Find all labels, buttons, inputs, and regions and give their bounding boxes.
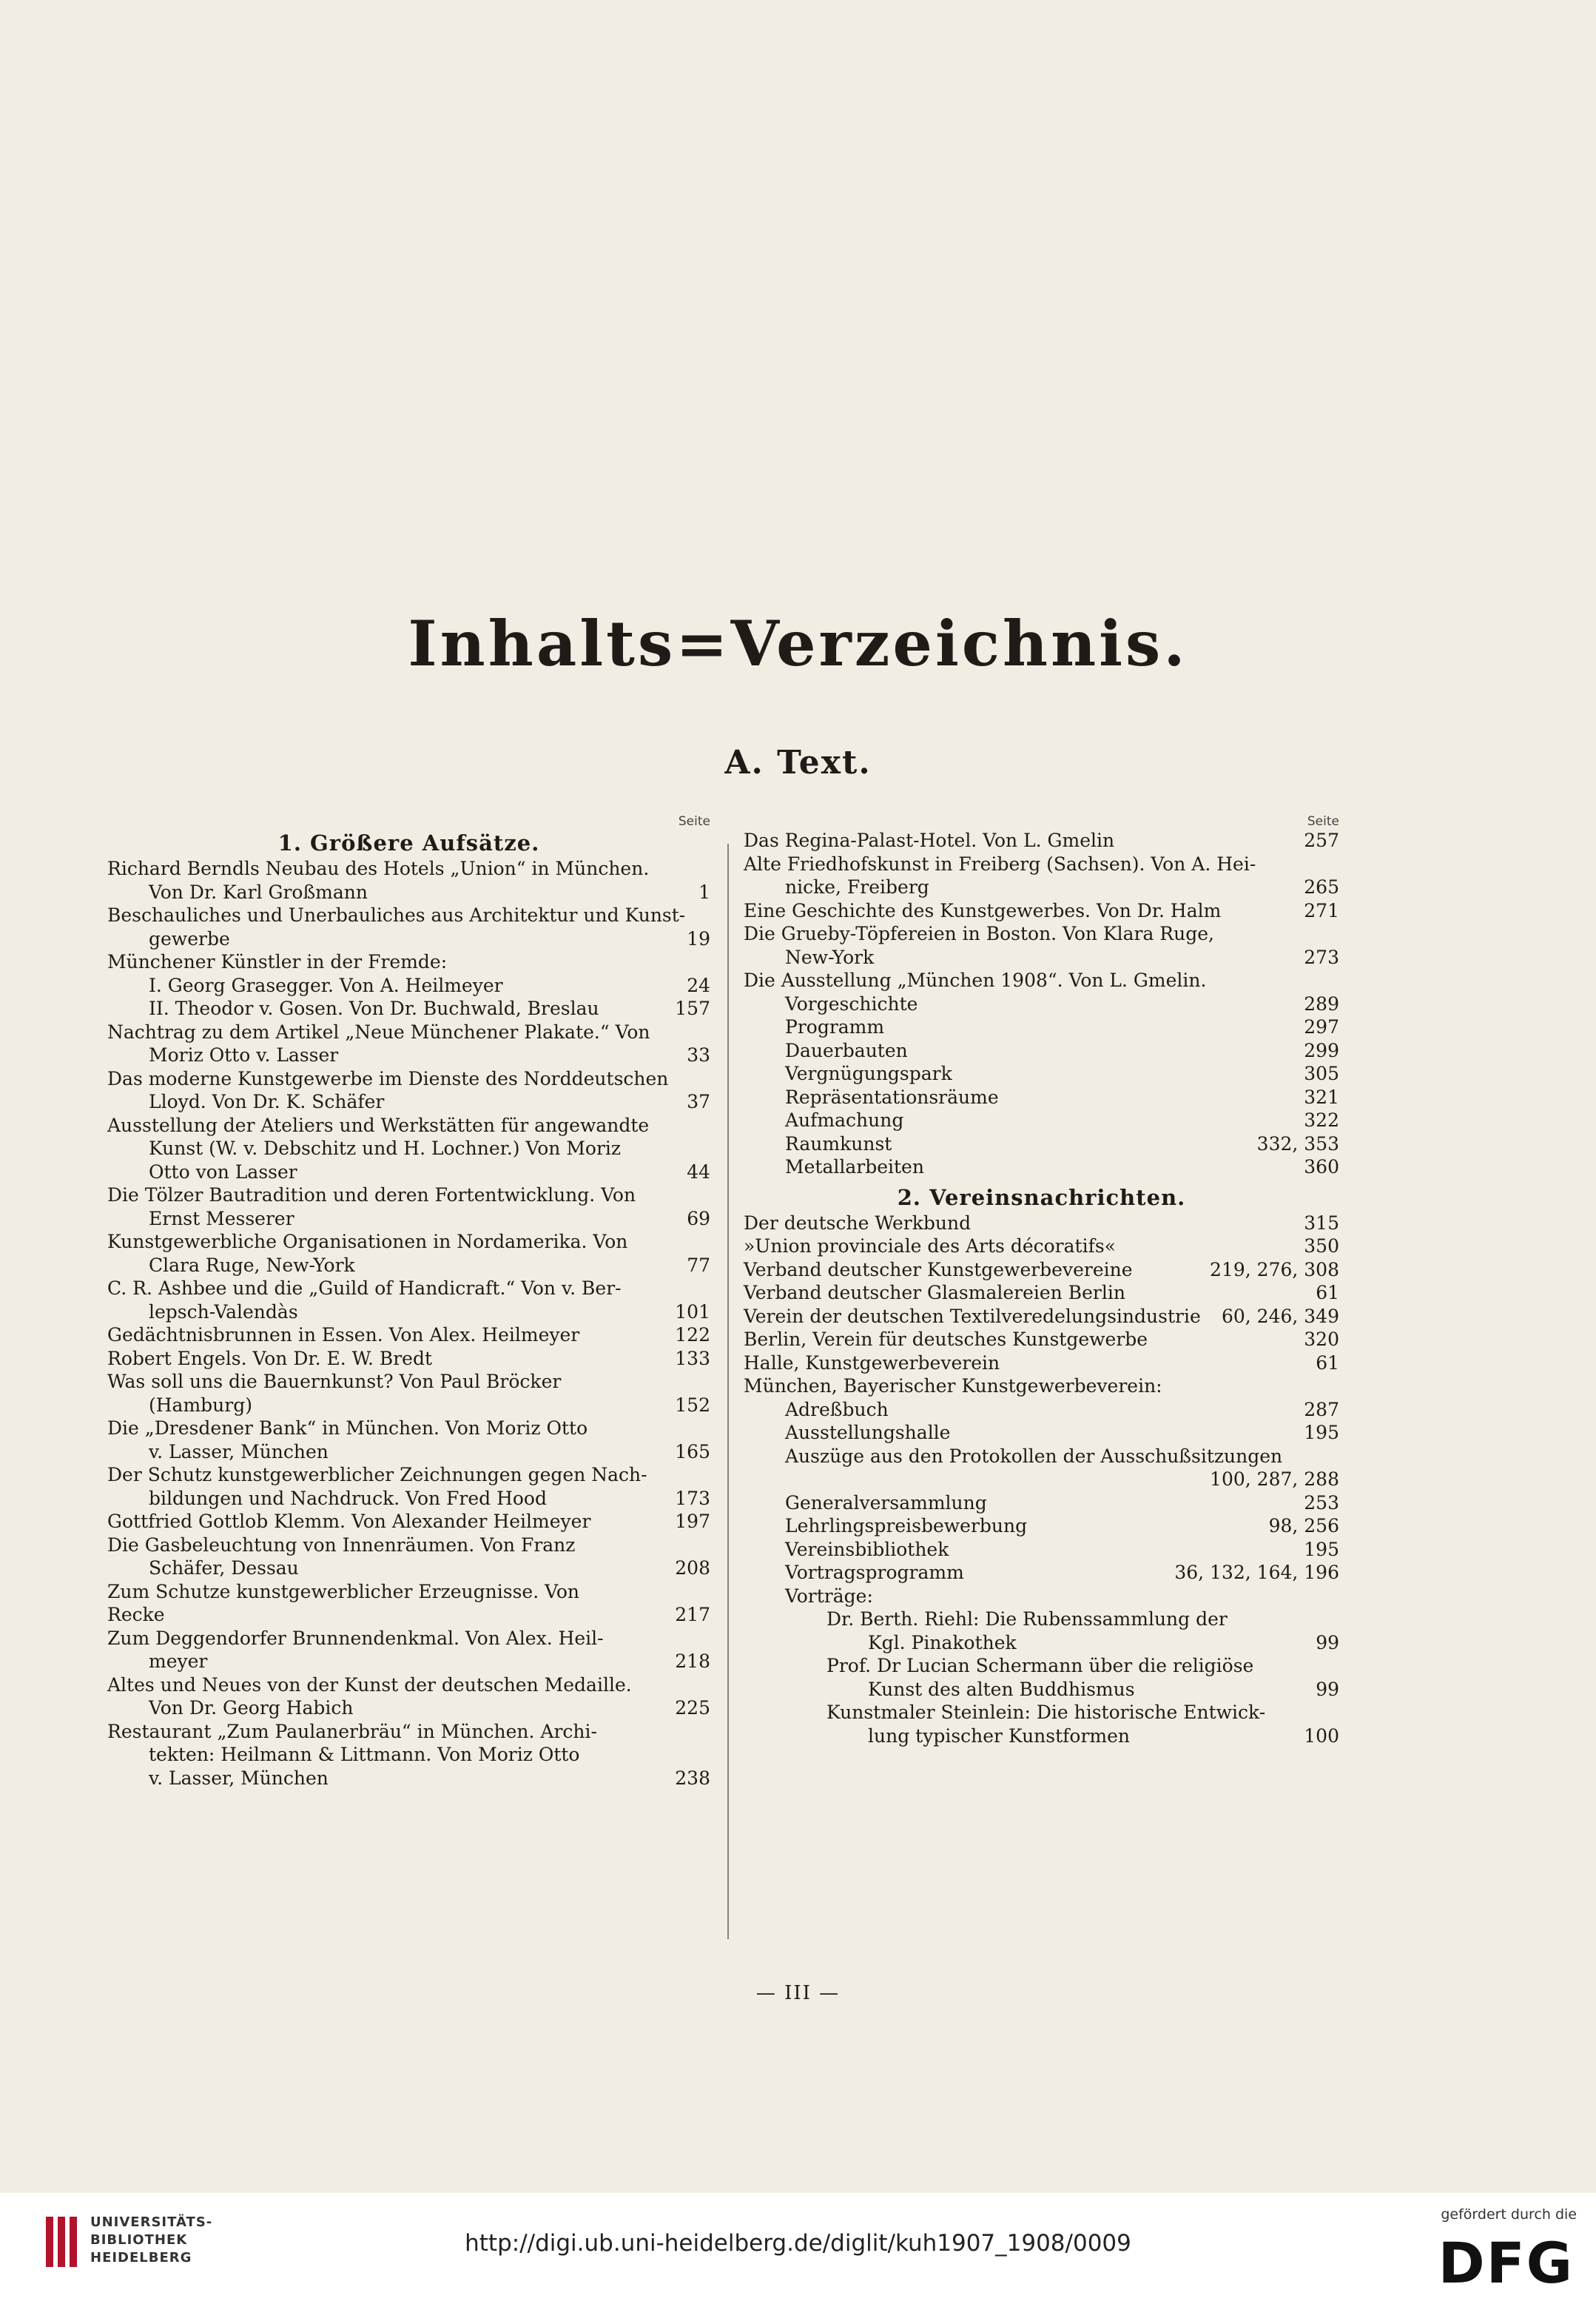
entry-page: 33 — [682, 1044, 710, 1067]
toc-entry — [744, 1109, 1339, 1132]
entry-page: 133 — [670, 1347, 710, 1371]
entry-title: Vergnügungspark — [785, 1063, 952, 1084]
entry-title: lepsch-Valendàs — [149, 1300, 298, 1323]
entry-page: 322 — [1299, 1109, 1339, 1132]
entry-title: Dauerbauten — [785, 1039, 908, 1061]
column-divider — [727, 844, 729, 1939]
toc-entry — [744, 1015, 1339, 1039]
entry-page: 99 — [1311, 1631, 1339, 1655]
entry-title: Repräsentationsräume — [785, 1086, 999, 1108]
entry-page: 100 — [1299, 1724, 1339, 1748]
page-title: Inhalts=Verzeichnis. — [408, 607, 1188, 680]
entry-title: Lehrlingspreisbewerbung — [785, 1515, 1028, 1536]
toc-entry — [744, 1514, 1339, 1538]
entry-title: Prof. Dr Lucian Schermann über die religiöse — [826, 1655, 1254, 1676]
entry-title: Alte Friedhofskunst in Freiberg (Sachsen). Von A. Hei- — [744, 853, 1256, 875]
entry-title: Moriz Otto v. Lasser — [149, 1044, 339, 1066]
toc-entry — [107, 1487, 710, 1511]
entry-title: Der Schutz kunstgewerblicher Zeichnungen gegen Nach- — [107, 1464, 647, 1485]
toc-entry — [107, 1230, 710, 1254]
entry-page: 217 — [670, 1603, 710, 1627]
entry-title: Otto von Lasser — [149, 1161, 297, 1183]
entry-page: 208 — [670, 1556, 710, 1580]
toc-entry — [107, 1510, 710, 1534]
toc-entry — [107, 1090, 710, 1114]
toc-entry — [744, 876, 1339, 899]
entry-page: 197 — [670, 1510, 710, 1534]
entry-page: 36, 132, 164, 196 — [1170, 1561, 1339, 1585]
entry-title: v. Lasser, München — [149, 1440, 329, 1462]
entry-title: Verein der deutschen Textilveredelungsindustrie — [744, 1305, 1201, 1327]
toc-list — [107, 857, 710, 1790]
toc-list — [744, 1212, 1339, 1748]
entry-title: Clara Ruge, New-York — [149, 1254, 355, 1276]
toc-entry — [744, 1561, 1339, 1585]
entry-title: Altes und Neues von der Kunst der deutschen Medaille. — [107, 1673, 632, 1696]
toc-entry — [107, 1696, 710, 1720]
entry-title: »Union provinciale des Arts décoratifs« — [744, 1235, 1116, 1257]
entry-page: 305 — [1299, 1062, 1339, 1086]
section-heading-aufsaetze: 1. Größere Aufsätze. — [277, 830, 540, 856]
entry-title: Beschauliches und Unerbauliches aus Architektur und Kunst- — [107, 904, 686, 926]
entry-title: Restaurant „Zum Paulanerbräu“ in München. Archi- — [107, 1720, 597, 1742]
toc-entry — [107, 1044, 710, 1067]
toc-entry — [744, 993, 1339, 1016]
entry-page: 69 — [682, 1207, 710, 1231]
toc-entry — [744, 1421, 1339, 1445]
entry-page: 289 — [1299, 993, 1339, 1016]
toc-entry — [107, 1207, 710, 1231]
entry-title: Programm — [785, 1016, 885, 1038]
entry-title: Vorgeschichte — [785, 993, 918, 1015]
entry-title: Metallarbeiten — [785, 1156, 924, 1178]
toc-entry — [107, 1650, 710, 1673]
entry-title: Dr. Berth. Riehl: Die Rubenssammlung der — [826, 1608, 1228, 1630]
entry-page: 100, 287, 288 — [1205, 1468, 1339, 1491]
toc-entry — [744, 1305, 1339, 1329]
entry-title: Verband deutscher Kunstgewerbevereine — [744, 1258, 1133, 1280]
toc-entry — [107, 1137, 710, 1161]
entry-title: Gedächtnisbrunnen in Essen. Von Alex. Heilmeyer — [107, 1324, 580, 1346]
entry-page: 24 — [682, 974, 710, 998]
dfg-logo: DFG — [1438, 2230, 1574, 2296]
toc-entry — [107, 1254, 710, 1277]
entry-page: 60, 246, 349 — [1217, 1305, 1339, 1329]
toc-entry — [744, 853, 1339, 876]
entry-page: 44 — [682, 1161, 710, 1184]
toc-entry — [107, 904, 710, 927]
toc-entry — [107, 1627, 710, 1650]
toc-entry — [744, 1132, 1339, 1156]
toc-entry — [107, 974, 710, 998]
entry-page: 320 — [1299, 1328, 1339, 1351]
toc-entry — [107, 950, 710, 974]
library-name: UNIVERSITÄTS- BIBLIOTHEK HEIDELBERG — [90, 2214, 213, 2266]
toc-entry — [744, 922, 1339, 946]
entry-page: 101 — [670, 1300, 710, 1324]
entry-page: 238 — [670, 1767, 710, 1790]
toc-entry — [107, 1370, 710, 1394]
entry-title: New-York — [785, 946, 875, 968]
toc-entry — [744, 1281, 1339, 1305]
entry-title: Was soll uns die Bauernkunst? Von Paul Bröcker — [107, 1371, 562, 1392]
entry-page: 299 — [1299, 1039, 1339, 1063]
entry-title: Die Gasbeleuchtung von Innenräumen. Von Franz — [107, 1534, 576, 1556]
toc-entry — [744, 1328, 1339, 1351]
toc-entry — [744, 1678, 1339, 1702]
entry-page: 225 — [670, 1696, 710, 1720]
entry-page: 219, 276, 308 — [1205, 1258, 1339, 1282]
toc-entry — [107, 927, 710, 951]
toc-entry — [744, 1631, 1339, 1655]
entry-page: 152 — [670, 1394, 710, 1417]
toc-entry — [107, 1323, 710, 1347]
entry-title: Robert Engels. Von Dr. E. W. Bredt — [107, 1347, 433, 1369]
entry-title: Generalversammlung — [785, 1491, 987, 1514]
entry-title: Kunstgewerbliche Organisationen in Nordamerika. Von — [107, 1231, 628, 1252]
entry-title: Das Regina-Palast-Hotel. Von L. Gmelin — [744, 830, 1115, 851]
entry-page: 157 — [670, 997, 710, 1021]
entry-title: Adreßbuch — [785, 1398, 889, 1420]
toc-entry — [744, 1374, 1339, 1398]
entry-title: (Hamburg) — [149, 1394, 252, 1416]
left-column — [107, 814, 710, 1790]
toc-entry — [107, 1394, 710, 1417]
entry-page: 37 — [682, 1090, 710, 1114]
toc-entry — [107, 881, 710, 904]
entry-page: 265 — [1299, 876, 1339, 899]
entry-title: Die Ausstellung „München 1908“. Von L. Gmelin. — [744, 970, 1207, 991]
toc-entry — [744, 1062, 1339, 1086]
toc-entry — [107, 1067, 710, 1091]
section-title: A. Text. — [724, 744, 872, 782]
toc-entry — [107, 1767, 710, 1790]
entry-page: 360 — [1299, 1155, 1339, 1179]
entry-title: Zum Schutze kunstgewerblicher Erzeugnisse. Von Recke — [107, 1580, 580, 1625]
entry-page: 195 — [1299, 1421, 1339, 1445]
entry-page: 271 — [1299, 899, 1339, 923]
entry-title: Die Grueby-Töpfereien in Boston. Von Klara Ruge, — [744, 923, 1214, 944]
entry-title: Von Dr. Karl Großmann — [149, 881, 368, 903]
toc-entry — [744, 1701, 1339, 1724]
entry-title: Halle, Kunstgewerbeverein — [744, 1351, 1000, 1374]
seite-label: Seite — [678, 814, 710, 829]
page-number: — III — — [755, 1982, 841, 2004]
entry-page: 98, 256 — [1265, 1514, 1339, 1538]
toc-entry — [107, 997, 710, 1021]
toc-entry — [107, 1183, 710, 1207]
entry-title: Zum Deggendorfer Brunnendenkmal. Von Alex. Heil- — [107, 1627, 604, 1649]
entry-title: Nachtrag zu dem Artikel „Neue Münchener Plakate.“ Von — [107, 1021, 650, 1043]
entry-page: 99 — [1311, 1678, 1339, 1702]
entry-title: Von Dr. Georg Habich — [149, 1697, 354, 1719]
entry-title: München, Bayerischer Kunstgewerbeverein: — [744, 1375, 1162, 1397]
entry-title: Gottfried Gottlob Klemm. Von Alexander Heilmeyer — [107, 1511, 591, 1532]
toc-entry — [744, 1654, 1339, 1678]
entry-title: Kunst des alten Buddhismus — [868, 1678, 1135, 1700]
entry-title: Vereinsbibliothek — [785, 1538, 949, 1560]
toc-entry — [107, 1161, 710, 1184]
toc-entry — [744, 899, 1339, 923]
toc-entry — [107, 1417, 710, 1440]
toc-entry — [107, 1743, 710, 1767]
toc-entry — [744, 1086, 1339, 1109]
toc-entry — [744, 1491, 1339, 1515]
entry-title: v. Lasser, München — [149, 1767, 329, 1789]
section-heading-vereinsnachrichten: 2. Vereinsnachrichten. — [897, 1184, 1186, 1210]
footer-bar — [0, 2193, 1596, 2304]
entry-title: gewerbe — [149, 927, 230, 950]
toc-entry — [107, 1534, 710, 1557]
entry-title: Vortragsprogramm — [785, 1562, 964, 1583]
toc-entry — [107, 857, 710, 881]
entry-page: 1 — [694, 881, 710, 904]
entry-page: 77 — [682, 1254, 710, 1277]
toc-entry — [744, 1398, 1339, 1422]
entry-title: Kgl. Pinakothek — [868, 1631, 1017, 1653]
entry-title: Kunst (W. v. Debschitz und H. Lochner.) Von Moriz — [149, 1138, 622, 1159]
toc-entry — [744, 1258, 1339, 1282]
toc-entry — [744, 829, 1339, 853]
entry-title: Ausstellung der Ateliers und Werkstätten für angewandte — [107, 1114, 650, 1136]
entry-page: 287 — [1299, 1398, 1339, 1422]
entry-page: 253 — [1299, 1491, 1339, 1515]
entry-title: meyer — [149, 1650, 208, 1672]
entry-title: I. Georg Grasegger. Von A. Heilmeyer — [149, 974, 503, 996]
entry-title: II. Theodor v. Gosen. Von Dr. Buchwald, Breslau — [149, 998, 599, 1019]
entry-title: nicke, Freiberg — [785, 876, 929, 898]
entry-title: Ausstellungshalle — [785, 1422, 951, 1443]
toc-entry — [107, 1556, 710, 1580]
entry-title: Auszüge aus den Protokollen der Ausschußsitzungen — [785, 1445, 1283, 1467]
toc-entry — [744, 1351, 1339, 1375]
toc-entry — [107, 1673, 710, 1697]
entry-title: Vorträge: — [785, 1585, 873, 1607]
entry-title: Richard Berndls Neubau des Hotels „Union“ in München. — [107, 858, 650, 879]
entry-page: 122 — [670, 1323, 710, 1347]
entry-title: Münchener Künstler in der Fremde: — [107, 951, 448, 973]
entry-page: 218 — [670, 1650, 710, 1673]
entry-page: 173 — [670, 1487, 710, 1511]
toc-entry — [744, 1445, 1339, 1468]
entry-title: Verband deutscher Glasmalereien Berlin — [744, 1282, 1125, 1303]
toc-entry — [744, 1724, 1339, 1748]
entry-title: tekten: Heilmann & Littmann. Von Moriz Otto — [149, 1744, 580, 1765]
toc-entry — [107, 1720, 710, 1744]
entry-page: 195 — [1299, 1538, 1339, 1562]
right-column — [744, 814, 1339, 1747]
entry-title: Ernst Messerer — [149, 1207, 294, 1229]
entry-page: 297 — [1299, 1015, 1339, 1039]
entry-title: bildungen und Nachdruck. Von Fred Hood — [149, 1487, 547, 1509]
toc-entry — [107, 1347, 710, 1371]
toc-entry — [107, 1440, 710, 1464]
entry-title: Das moderne Kunstgewerbe im Dienste des Norddeutschen — [107, 1067, 669, 1089]
toc-entry — [107, 1580, 710, 1627]
entry-title: Eine Geschichte des Kunstgewerbes. Von Dr. Halm — [744, 899, 1222, 921]
entry-page: 315 — [1299, 1212, 1339, 1235]
funded-by-label: gefördert durch die — [1441, 2206, 1577, 2223]
toc-entry — [107, 1463, 710, 1487]
toc-entry — [744, 1235, 1339, 1258]
toc-entry — [744, 1155, 1339, 1179]
toc-entry — [744, 1585, 1339, 1608]
entry-title: Aufmachung — [785, 1109, 904, 1131]
entry-title: Berlin, Verein für deutsches Kunstgewerbe — [744, 1329, 1148, 1350]
seite-label: Seite — [1307, 814, 1339, 829]
toc-entry — [744, 1212, 1339, 1235]
entry-title: Raumkunst — [785, 1132, 892, 1155]
entry-page: 61 — [1311, 1351, 1339, 1375]
toc-entry — [744, 1039, 1339, 1063]
entry-page: 61 — [1311, 1281, 1339, 1305]
toc-list — [744, 829, 1339, 1179]
entry-page: 165 — [670, 1440, 710, 1464]
entry-title: C. R. Ashbee und die „Guild of Handicraft.“ Von v. Ber- — [107, 1277, 622, 1299]
entry-page: 332, 353 — [1253, 1132, 1339, 1156]
toc-entry — [107, 1114, 710, 1138]
source-url-link[interactable]: http://digi.ub.uni-heidelberg.de/diglit/kuh1907_1908/0009 — [465, 2230, 1131, 2257]
entry-page: 273 — [1299, 946, 1339, 970]
entry-title: Lloyd. Von Dr. K. Schäfer — [149, 1091, 385, 1112]
toc-entry — [107, 1021, 710, 1044]
entry-title: Die Tölzer Bautradition und deren Fortentwicklung. Von — [107, 1184, 636, 1206]
entry-page: 321 — [1299, 1086, 1339, 1109]
toc-entry — [744, 1468, 1339, 1491]
entry-title — [785, 1468, 1269, 1491]
entry-title: lung typischer Kunstformen — [868, 1724, 1131, 1747]
entry-title: Der deutsche Werkbund — [744, 1212, 972, 1234]
entry-title: Schäfer, Dessau — [149, 1557, 299, 1579]
entry-page: 257 — [1299, 829, 1339, 853]
toc-entry — [744, 946, 1339, 970]
entry-title: Die „Dresdener Bank“ in München. Von Moriz Otto — [107, 1417, 588, 1439]
toc-entry — [107, 1277, 710, 1300]
toc-entry — [744, 1538, 1339, 1562]
toc-entry — [107, 1300, 710, 1324]
entry-page: 350 — [1299, 1235, 1339, 1258]
entry-title: Kunstmaler Steinlein: Die historische Entwick- — [826, 1702, 1266, 1723]
toc-entry — [744, 1608, 1339, 1631]
toc-entry — [744, 969, 1339, 993]
entry-page: 19 — [682, 927, 710, 951]
